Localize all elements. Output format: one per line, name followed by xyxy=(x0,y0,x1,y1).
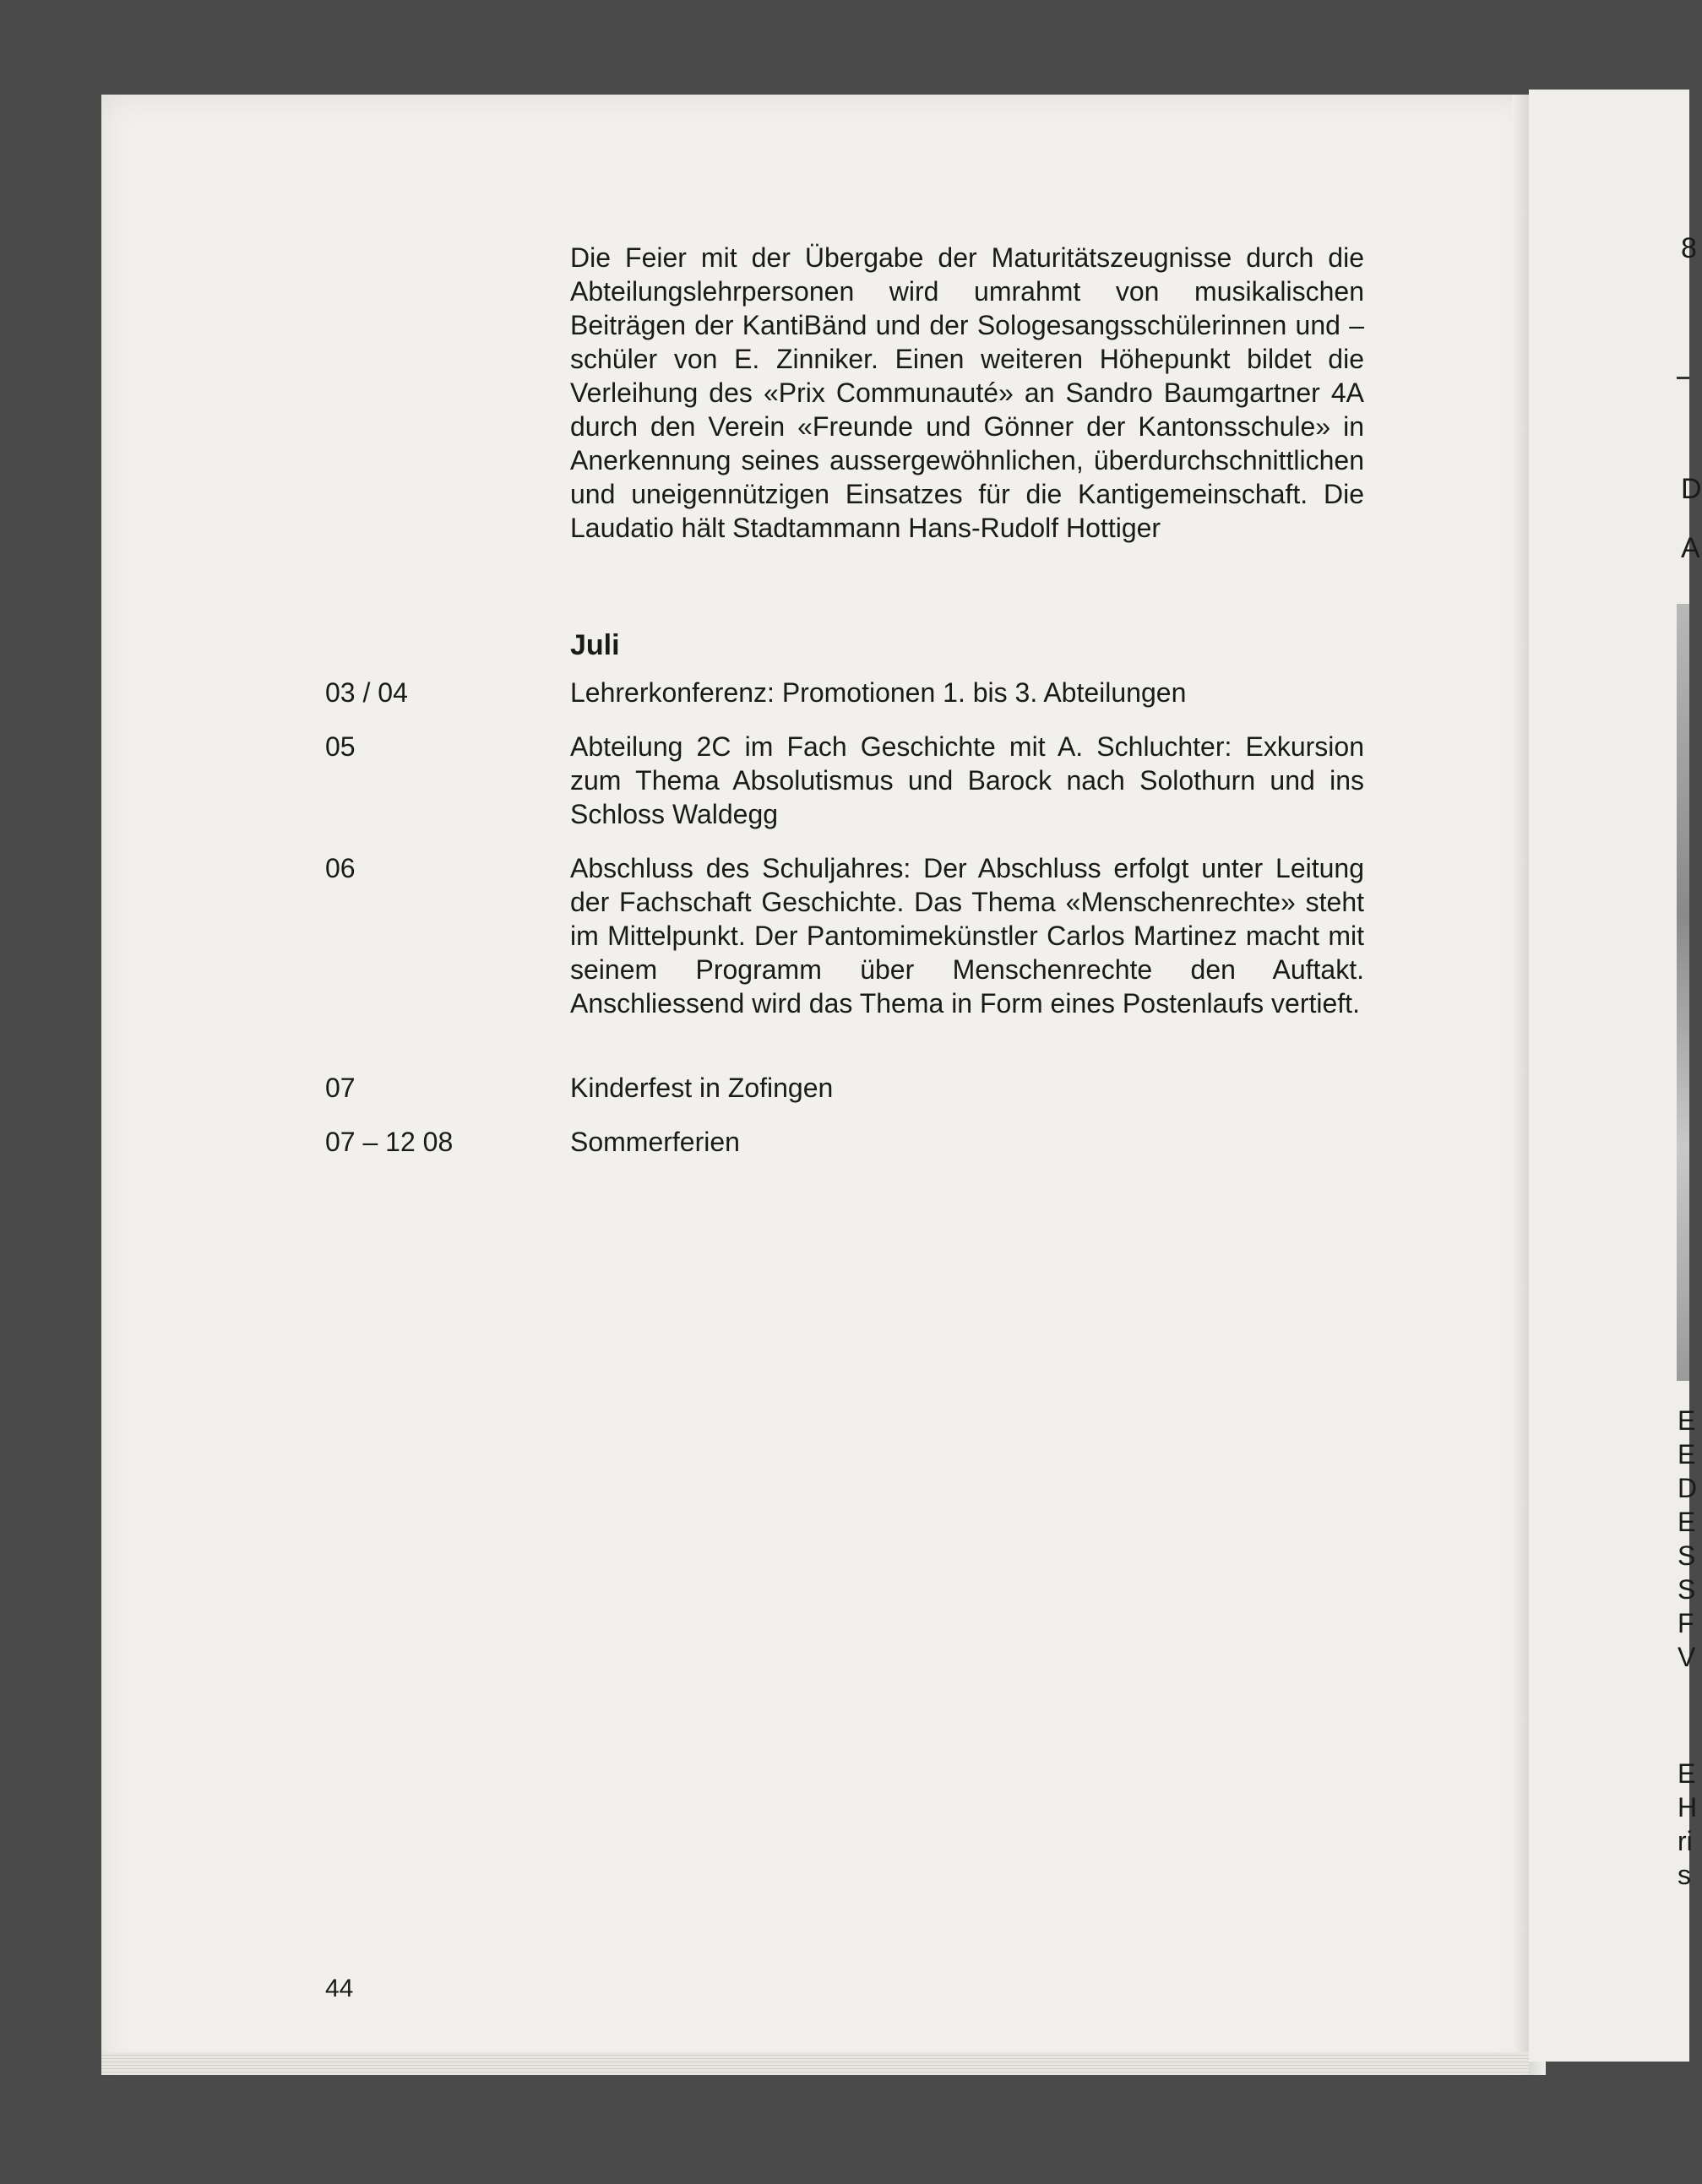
right-page-photo xyxy=(1677,604,1689,1381)
right-page-heading-char: 8 xyxy=(1681,232,1697,264)
entry-text: Kinderfest in Zofingen xyxy=(570,1073,834,1103)
entry-text: Abschluss des Schuljahres: Der Abschluss erfolgt unter Leitung der Fachschaft Geschichte. Das Thema «Menschenrechte» steht im Mittelpunkt. Der Pantomimekünstler Carlos Martinez macht mit seinem Programm über Menschenrechte den Auftakt. Anschliessend wird das Thema in Form eines Postenlaufs vertieft. xyxy=(570,853,1364,1019)
entry-date: 05 xyxy=(325,731,356,762)
right-page-letter: E xyxy=(1678,1439,1696,1470)
right-page-letter: S xyxy=(1678,1540,1696,1571)
right-page-text-fragment xyxy=(1678,1404,1698,1674)
right-page-letter: E xyxy=(1678,1507,1696,1537)
right-page-char: D xyxy=(1681,473,1702,505)
right-page xyxy=(1529,90,1698,2062)
intro-paragraph: Die Feier mit der Übergabe der Maturitätszeugnisse durch die Abteilungslehrpersonen wird umrahmt von musikalischen Beiträgen der KantiBänd und der Sologesangsschülerinnen und –schüler von E. Zinniker. Einen weiteren Höhepunkt bildet die Verleihung des «Prix Communauté» an Sandro Baumgartner 4A durch den Verein «Freunde und Gönner der Kantonsschule» in Anerkennung seines aussergewöhnlichen, überdurchschnittlichen und uneigennützigen Einsatzes für die Kantigemeinschaft. Die Laudatio hält Stadtammann Hans-Rudolf Hottiger xyxy=(570,242,1364,543)
right-page-rule xyxy=(1677,377,1689,379)
entry-date: 07 xyxy=(325,1073,356,1103)
month-heading: Juli xyxy=(570,629,620,661)
page-edges xyxy=(101,2052,1529,2074)
right-page-text-fragment xyxy=(1678,1757,1698,1892)
right-page-letter: V xyxy=(1678,1642,1696,1672)
right-page-letter: ri xyxy=(1678,1826,1693,1856)
right-page-char: A xyxy=(1681,532,1700,564)
right-page-letter: H xyxy=(1678,1792,1698,1823)
entry-text: Sommerferien xyxy=(570,1127,740,1157)
right-page-letter: E xyxy=(1678,1758,1696,1789)
right-page-letter: F xyxy=(1678,1608,1694,1638)
entry-date: 07 – 12 08 xyxy=(325,1127,454,1157)
right-page-letter: E xyxy=(1678,1405,1696,1436)
entry-text: Abteilung 2C im Fach Geschichte mit A. Schluchter: Exkursion zum Thema Absolutismus und Barock nach Solothurn und ins Schloss Waldegg xyxy=(570,731,1364,829)
entry-date: 06 xyxy=(325,853,356,883)
right-page-letter: s xyxy=(1678,1860,1691,1890)
entry-text: Lehrerkonferenz: Promotionen 1. bis 3. Abteilungen xyxy=(570,677,1187,708)
page-number: 44 xyxy=(325,1975,354,2002)
right-page-letter: D xyxy=(1678,1473,1698,1503)
entry-date: 03 / 04 xyxy=(325,677,408,708)
right-page-letter: S xyxy=(1678,1574,1696,1605)
